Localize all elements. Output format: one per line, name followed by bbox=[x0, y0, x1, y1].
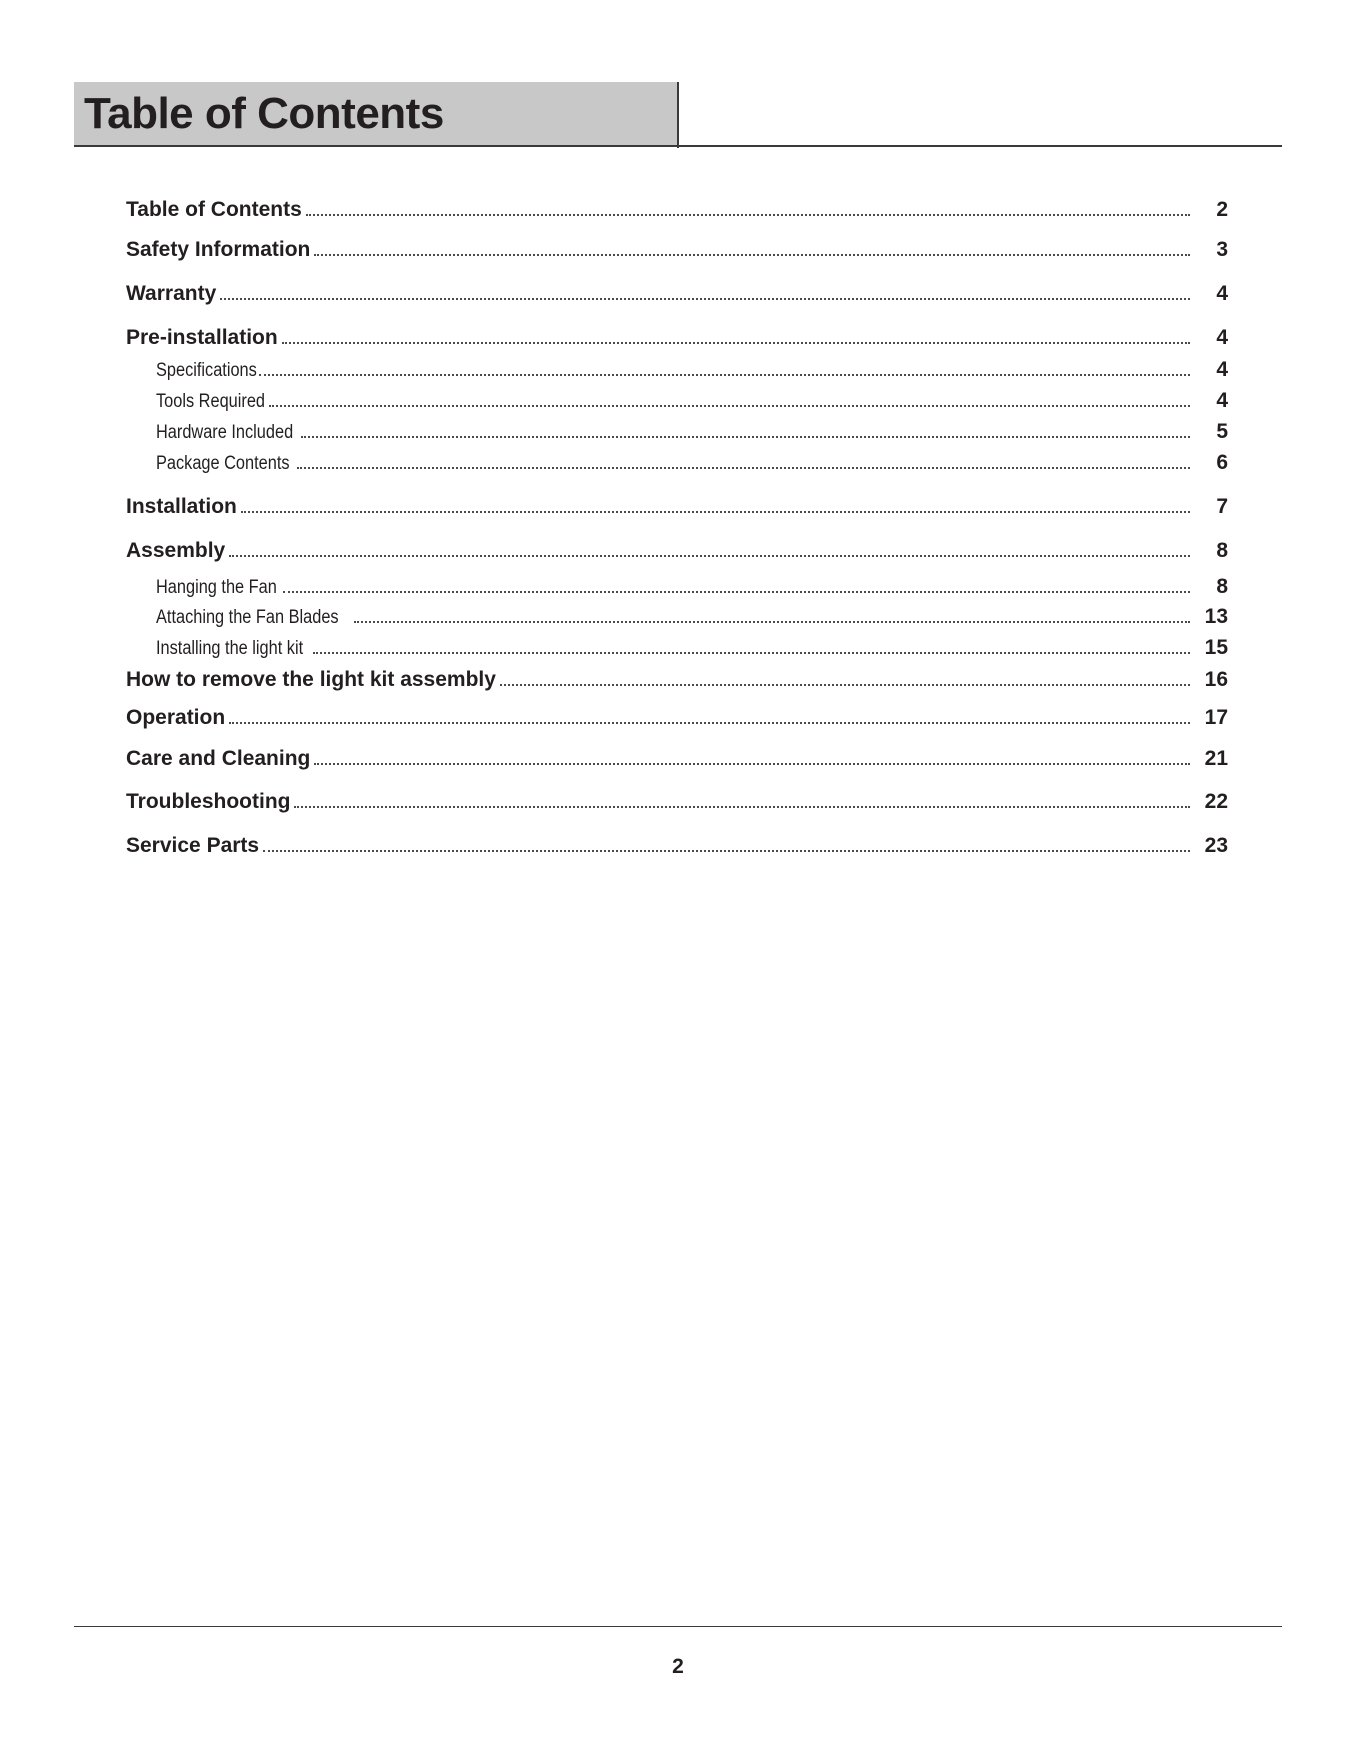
toc-entry-assembly[interactable] bbox=[126, 539, 1228, 563]
toc-entry-page: 21 bbox=[1204, 747, 1228, 770]
dot-leader bbox=[229, 722, 1190, 724]
toc-entry-label: Tools Required bbox=[156, 391, 266, 412]
dot-leader bbox=[301, 436, 1190, 438]
toc-entry-page: 4 bbox=[1216, 358, 1228, 381]
toc-entry-label: Hanging the Fan bbox=[156, 577, 277, 598]
toc-entry-label: Specifications bbox=[156, 360, 257, 381]
toc-entry-service-parts[interactable] bbox=[126, 834, 1228, 858]
dot-leader bbox=[241, 511, 1190, 513]
toc-entry-page: 3 bbox=[1216, 238, 1228, 261]
toc-entry-warranty[interactable] bbox=[126, 282, 1228, 306]
toc-entry-page: 7 bbox=[1216, 495, 1228, 518]
toc-entry-page: 15 bbox=[1204, 636, 1228, 659]
toc-entry-label: Troubleshooting bbox=[126, 790, 291, 813]
dot-leader bbox=[314, 763, 1190, 765]
dot-leader bbox=[283, 591, 1191, 593]
toc-entry-operation[interactable] bbox=[126, 706, 1228, 730]
dot-leader bbox=[313, 652, 1190, 654]
toc-entry-label: Operation bbox=[126, 706, 226, 729]
toc-entry-page: 16 bbox=[1204, 668, 1228, 691]
toc-entry-label: Installation bbox=[126, 495, 237, 518]
toc-entry-page: 2 bbox=[1216, 198, 1228, 221]
toc-entry-page: 5 bbox=[1216, 420, 1228, 443]
dot-leader bbox=[259, 374, 1190, 376]
toc-entry-page: 8 bbox=[1216, 575, 1228, 598]
toc-entry-installing-the-light-kit[interactable] bbox=[156, 636, 1228, 660]
toc-entry-label: Installing the light kit bbox=[156, 638, 304, 659]
dot-leader bbox=[306, 214, 1190, 216]
toc-entry-tools-required[interactable] bbox=[156, 389, 1228, 413]
toc-entry-remove-light-kit-assembly[interactable] bbox=[126, 668, 1228, 692]
toc-entry-hardware-included[interactable] bbox=[156, 420, 1228, 444]
page-title: Table of Contents bbox=[84, 89, 444, 138]
toc-entry-page: 4 bbox=[1216, 326, 1228, 349]
toc-entry-label: Package Contents bbox=[156, 453, 290, 474]
toc-entry-label: Care and Cleaning bbox=[126, 747, 311, 770]
toc-entry-care-and-cleaning[interactable] bbox=[126, 747, 1228, 771]
toc-entry-label: Pre-installation bbox=[126, 326, 278, 349]
toc-entry-label: Table of Contents bbox=[126, 198, 302, 221]
toc-entry-page: 17 bbox=[1204, 706, 1228, 729]
toc-entry-label: Service Parts bbox=[126, 834, 260, 857]
dot-leader bbox=[297, 467, 1190, 469]
dot-leader bbox=[314, 254, 1190, 256]
toc-entry-page: 22 bbox=[1204, 790, 1228, 813]
toc-entry-installation[interactable] bbox=[126, 495, 1228, 519]
dot-leader bbox=[220, 298, 1190, 300]
toc-entry-label: Warranty bbox=[126, 282, 217, 305]
toc-entry-hanging-the-fan[interactable] bbox=[156, 575, 1228, 599]
header-rule bbox=[74, 145, 1282, 147]
toc-entry-page: 23 bbox=[1204, 834, 1228, 857]
toc-entry-page: 13 bbox=[1204, 605, 1228, 628]
dot-leader bbox=[229, 555, 1190, 557]
header-divider bbox=[677, 82, 679, 148]
toc-entry-page: 8 bbox=[1216, 539, 1228, 562]
toc-entry-label: How to remove the light kit assembly bbox=[126, 668, 496, 691]
dot-leader bbox=[263, 850, 1190, 852]
dot-leader bbox=[354, 621, 1190, 623]
toc-entry-safety-information[interactable] bbox=[126, 238, 1228, 262]
toc-entry-attaching-the-fan-blades[interactable] bbox=[156, 605, 1228, 629]
toc-entry-page: 4 bbox=[1216, 389, 1228, 412]
toc-entry-page: 6 bbox=[1216, 451, 1228, 474]
dot-leader bbox=[282, 342, 1190, 344]
toc-entry-specifications[interactable] bbox=[156, 358, 1228, 382]
toc-entry-package-contents[interactable] bbox=[156, 451, 1228, 475]
toc-entry-page: 4 bbox=[1216, 282, 1228, 305]
toc-entry-table-of-contents[interactable] bbox=[126, 198, 1228, 222]
toc-entry-label: Attaching the Fan Blades bbox=[156, 607, 339, 628]
dot-leader bbox=[500, 684, 1190, 686]
toc-entry-pre-installation[interactable] bbox=[126, 326, 1228, 350]
toc-entry-troubleshooting[interactable] bbox=[126, 790, 1228, 814]
footer-page-number: 2 bbox=[672, 1655, 684, 1678]
toc-entry-label: Hardware Included bbox=[156, 422, 294, 443]
footer-rule bbox=[74, 1626, 1282, 1627]
dot-leader bbox=[269, 405, 1190, 407]
toc-entry-label: Safety Information bbox=[126, 238, 311, 261]
toc-entry-label: Assembly bbox=[126, 539, 226, 562]
dot-leader bbox=[294, 806, 1190, 808]
